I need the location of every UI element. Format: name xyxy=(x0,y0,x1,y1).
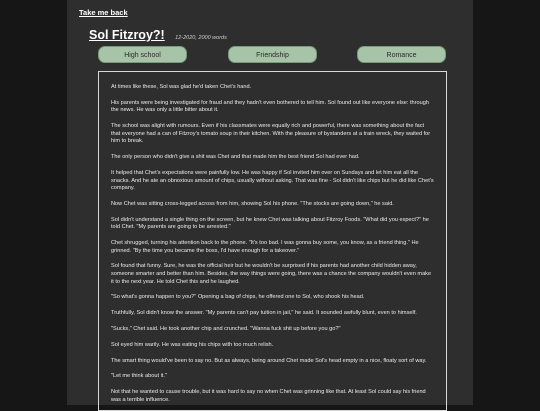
tag-romance-button[interactable]: Romance xyxy=(357,46,446,63)
story-paragraph: Sol eyed him warily. He was eating his chips with too much relish. xyxy=(111,341,274,348)
tag-bar xyxy=(98,46,447,64)
story-paragraph: "Let me think about it." xyxy=(111,373,167,380)
story-paragraph: At times like these, Sol was glad he'd taken Chet's hand. xyxy=(111,84,252,90)
story-paragraph: It helped that Chet's expectations were painfully low. He was happy if Sol invited him over on Sundays and let him eat all the snacks. And he ate an obnoxious amount of chips, usually without asking. That was fine - Sol didn't like chips but he did like Chet's company. xyxy=(111,169,434,192)
story-paragraph: The only person who didn't give a shit was Chet and that made him the best friend Sol had ever had. xyxy=(111,154,360,161)
story-paragraph: His parents were being investigated for fraud and they hadn't even bothered to tell him. Sol found out like everyone else: through the news. He was only a little bitter about it. xyxy=(111,99,429,114)
story-paragraph: "Sucks," Chet said. He took another chip and crunched. "Wanna fuck shit up before you go?" xyxy=(111,325,341,332)
story-paragraph: Now Chet was sitting cross-legged across from him, showing Sol his phone. "The stocks are going down," he said. xyxy=(111,200,394,207)
page-container xyxy=(67,0,473,405)
story-paragraph: Truthfully, Sol didn't know the answer. "My parents can't pay tuition in jail," he said. It sounded awfully blunt, even to himself. xyxy=(111,310,417,317)
tag-high-school-button[interactable]: High school xyxy=(98,46,187,63)
story-paragraph: The school was alight with rumours. Even if his classmates were equally rich and powerful, there was something about the fact that everyone had a can of Fitzroy's tomato soup in their kitchen. With the pleasure of bystanders at a train wreck, they waited for him to break. xyxy=(111,123,431,145)
story-content xyxy=(98,71,447,411)
story-header xyxy=(89,26,227,44)
story-paragraph: Sol didn't understand a single thing on the screen, but he knew Chet was talking about Fitzroy Foods. "What did you expect?" he told Chet. "My parents are going to be arrested." xyxy=(111,216,429,231)
story-meta: 12-2020, 2000 words xyxy=(175,35,227,41)
story-paragraph: The smart thing would've been to say no. But as always, being around Chet made Sol's head empty in a nice, floaty sort of way. xyxy=(111,357,427,364)
story-title[interactable]: Sol Fitzroy?! xyxy=(89,28,165,42)
story-paragraph: Not that he wanted to cause trouble, but it was hard to say no when Chet was grinning like that. At least Sol could say his friend was a terrible influence. xyxy=(111,389,426,403)
back-link[interactable]: Take me back xyxy=(79,8,128,17)
tag-friendship-button[interactable]: Friendship xyxy=(228,46,317,63)
story-paragraph: "So what's gonna happen to you?" Opening a bag of chips, he offered one to Sol, who shook his head. xyxy=(111,294,365,301)
story-paragraph: Sol found that funny. Sure, he was the official heir but he wouldn't be surprised if his parents had another child hidden away, someone smarter and better than him. Besides, the way things were going, there was a chance the company wouldn't even make it to the next year. He told Chet this and he laughed. xyxy=(111,263,432,285)
story-paragraph: Chet shrugged, turning his attention back to the phone. "It's too bad. I was gonna buy some, you know, as a friend thing." He grinned. "By the time you became the boss, I'd have enough for a takeover." xyxy=(111,240,419,254)
